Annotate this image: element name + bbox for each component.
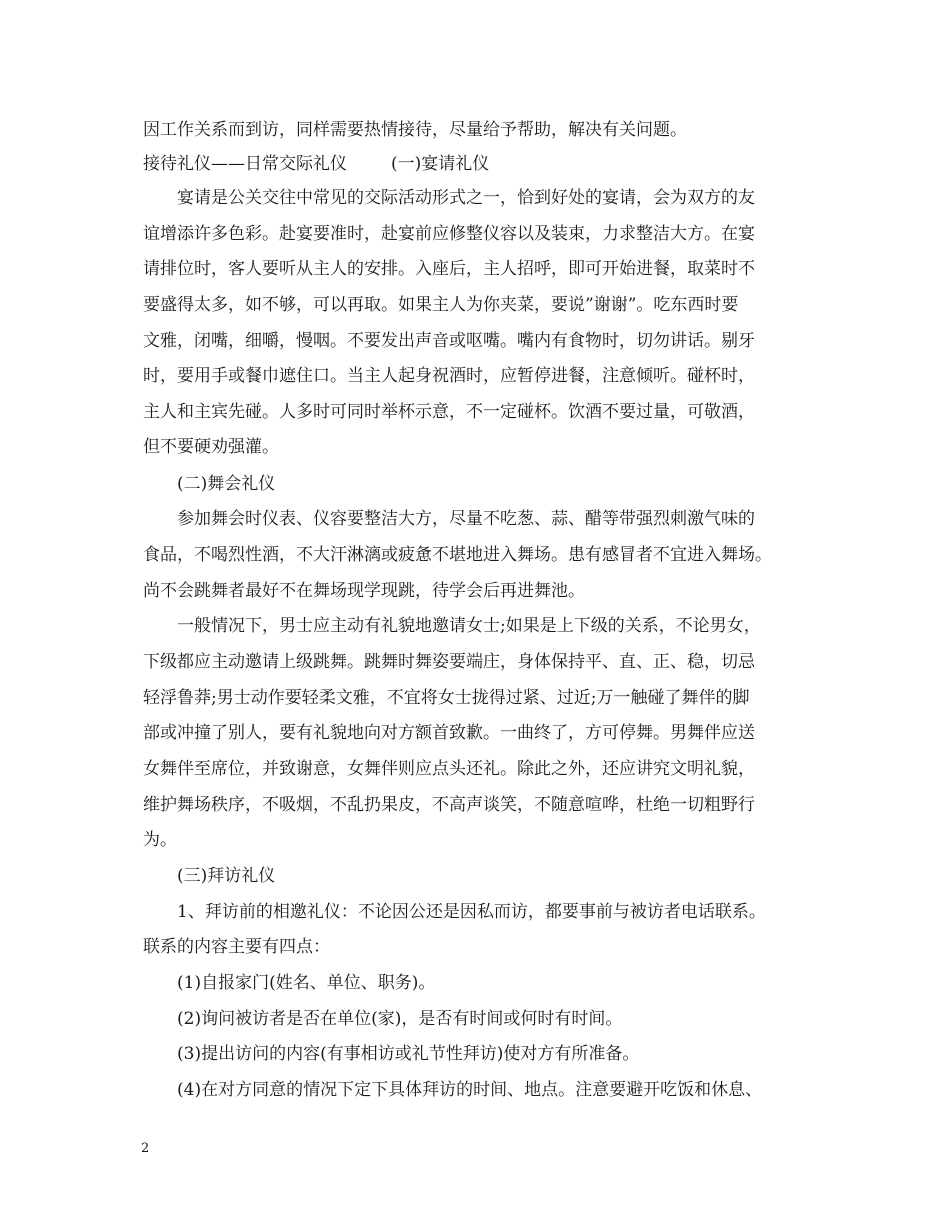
text-line: 主人和主宾先碰。人多时可同时举杯示意，不一定碰杯。饮酒不要过量，可敬酒， (143, 402, 755, 422)
text-line: 尚不会跳舞者最好不在舞场现学现跳，待学会后再进舞池。 (143, 581, 585, 601)
text-line: 为。 (143, 830, 177, 850)
text-line: 部或冲撞了别人，要有礼貌地向对方额首致歉。一曲终了，方可停舞。男舞伴应送 (143, 723, 755, 743)
text-line: 下级都应主动邀请上级跳舞。跳舞时舞姿要端庄，身体保持平、直、正、稳，切忌 (143, 652, 755, 672)
subheading: (三)拜访礼仪 (177, 866, 276, 886)
text-line: 联系的内容主要有四点： (143, 937, 330, 957)
paragraph-first-line: 1、拜访前的相邀礼仪：不论因公还是因私而访，都要事前与被访者电话联系。 (177, 902, 766, 922)
text-line: 时，要用手或餐巾遮住口。当主人起身祝酒时，应暂停进餐，注意倾听。碰杯时， (143, 366, 755, 386)
page-number: 2 (141, 1141, 150, 1156)
subheading: (二)舞会礼仪 (177, 474, 276, 494)
paragraph-first-line: 一般情况下，男士应主动有礼貌地邀请女士;如果是上下级的关系，不论男女， (177, 616, 761, 636)
paragraph-first-line: 参加舞会时仪表、仪容要整洁大方，尽量不吃葱、蒜、醋等带强烈刺激气味的 (177, 509, 755, 529)
subheading-text: (一)宴请礼仪 (391, 154, 490, 174)
text-line: 但不要硬劝强灌。 (143, 437, 279, 457)
text-line: 女舞伴至席位，并致谢意，女舞伴则应点头还礼。除此之外，还应讲究文明礼貌， (143, 759, 755, 779)
text-line: 谊增添许多色彩。赴宴要准时，赴宴前应修整仪容以及装束，力求整洁大方。在宴 (143, 224, 755, 244)
list-item: (2)询问被访者是否在单位(家)，是否有时间或何时有时间。 (177, 1009, 623, 1029)
paragraph-first-line: 宴请是公关交往中常见的交际活动形式之一，恰到好处的宴请，会为双方的友 (177, 188, 755, 208)
text-line: 食品，不喝烈性酒，不大汗淋漓或疲惫不堪地进入舞场。患有感冒者不宜进入舞场。 (143, 545, 772, 565)
section-heading-line (143, 153, 489, 175)
text-line: 因工作关系而到访，同样需要热情接待，尽量给予帮助，解决有关问题。 (143, 120, 687, 140)
heading-text: 接待礼仪——日常交际礼仪 (143, 154, 347, 174)
text-line: 轻浮鲁莽;男士动作要轻柔文雅，不宜将女士拢得过紧、过近;万一触碰了舞伴的脚 (143, 688, 750, 708)
text-line: 维护舞场秩序，不吸烟，不乱扔果皮，不高声谈笑，不随意喧哗，杜绝一切粗野行 (143, 795, 755, 815)
text-line: 请排位时，客人要听从主人的安排。入座后，主人招呼，即可开始进餐，取菜时不 (143, 259, 755, 279)
text-line: 文雅，闭嘴，细嚼，慢咽。不要发出声音或呕嘴。嘴内有食物时，切勿讲话。剔牙 (143, 331, 755, 351)
list-item: (1)自报家门(姓名、单位、职务)。 (177, 973, 436, 993)
list-item: (4)在对方同意的情况下定下具体拜访的时间、地点。注意要避开吃饭和休息、 (177, 1080, 763, 1100)
list-item: (3)提出访问的内容(有事相访或礼节性拜访)使对方有所准备。 (177, 1044, 640, 1064)
text-line: 要盛得太多，如不够，可以再取。如果主人为你夹菜，要说”谢谢”。吃东西时要 (143, 295, 739, 315)
